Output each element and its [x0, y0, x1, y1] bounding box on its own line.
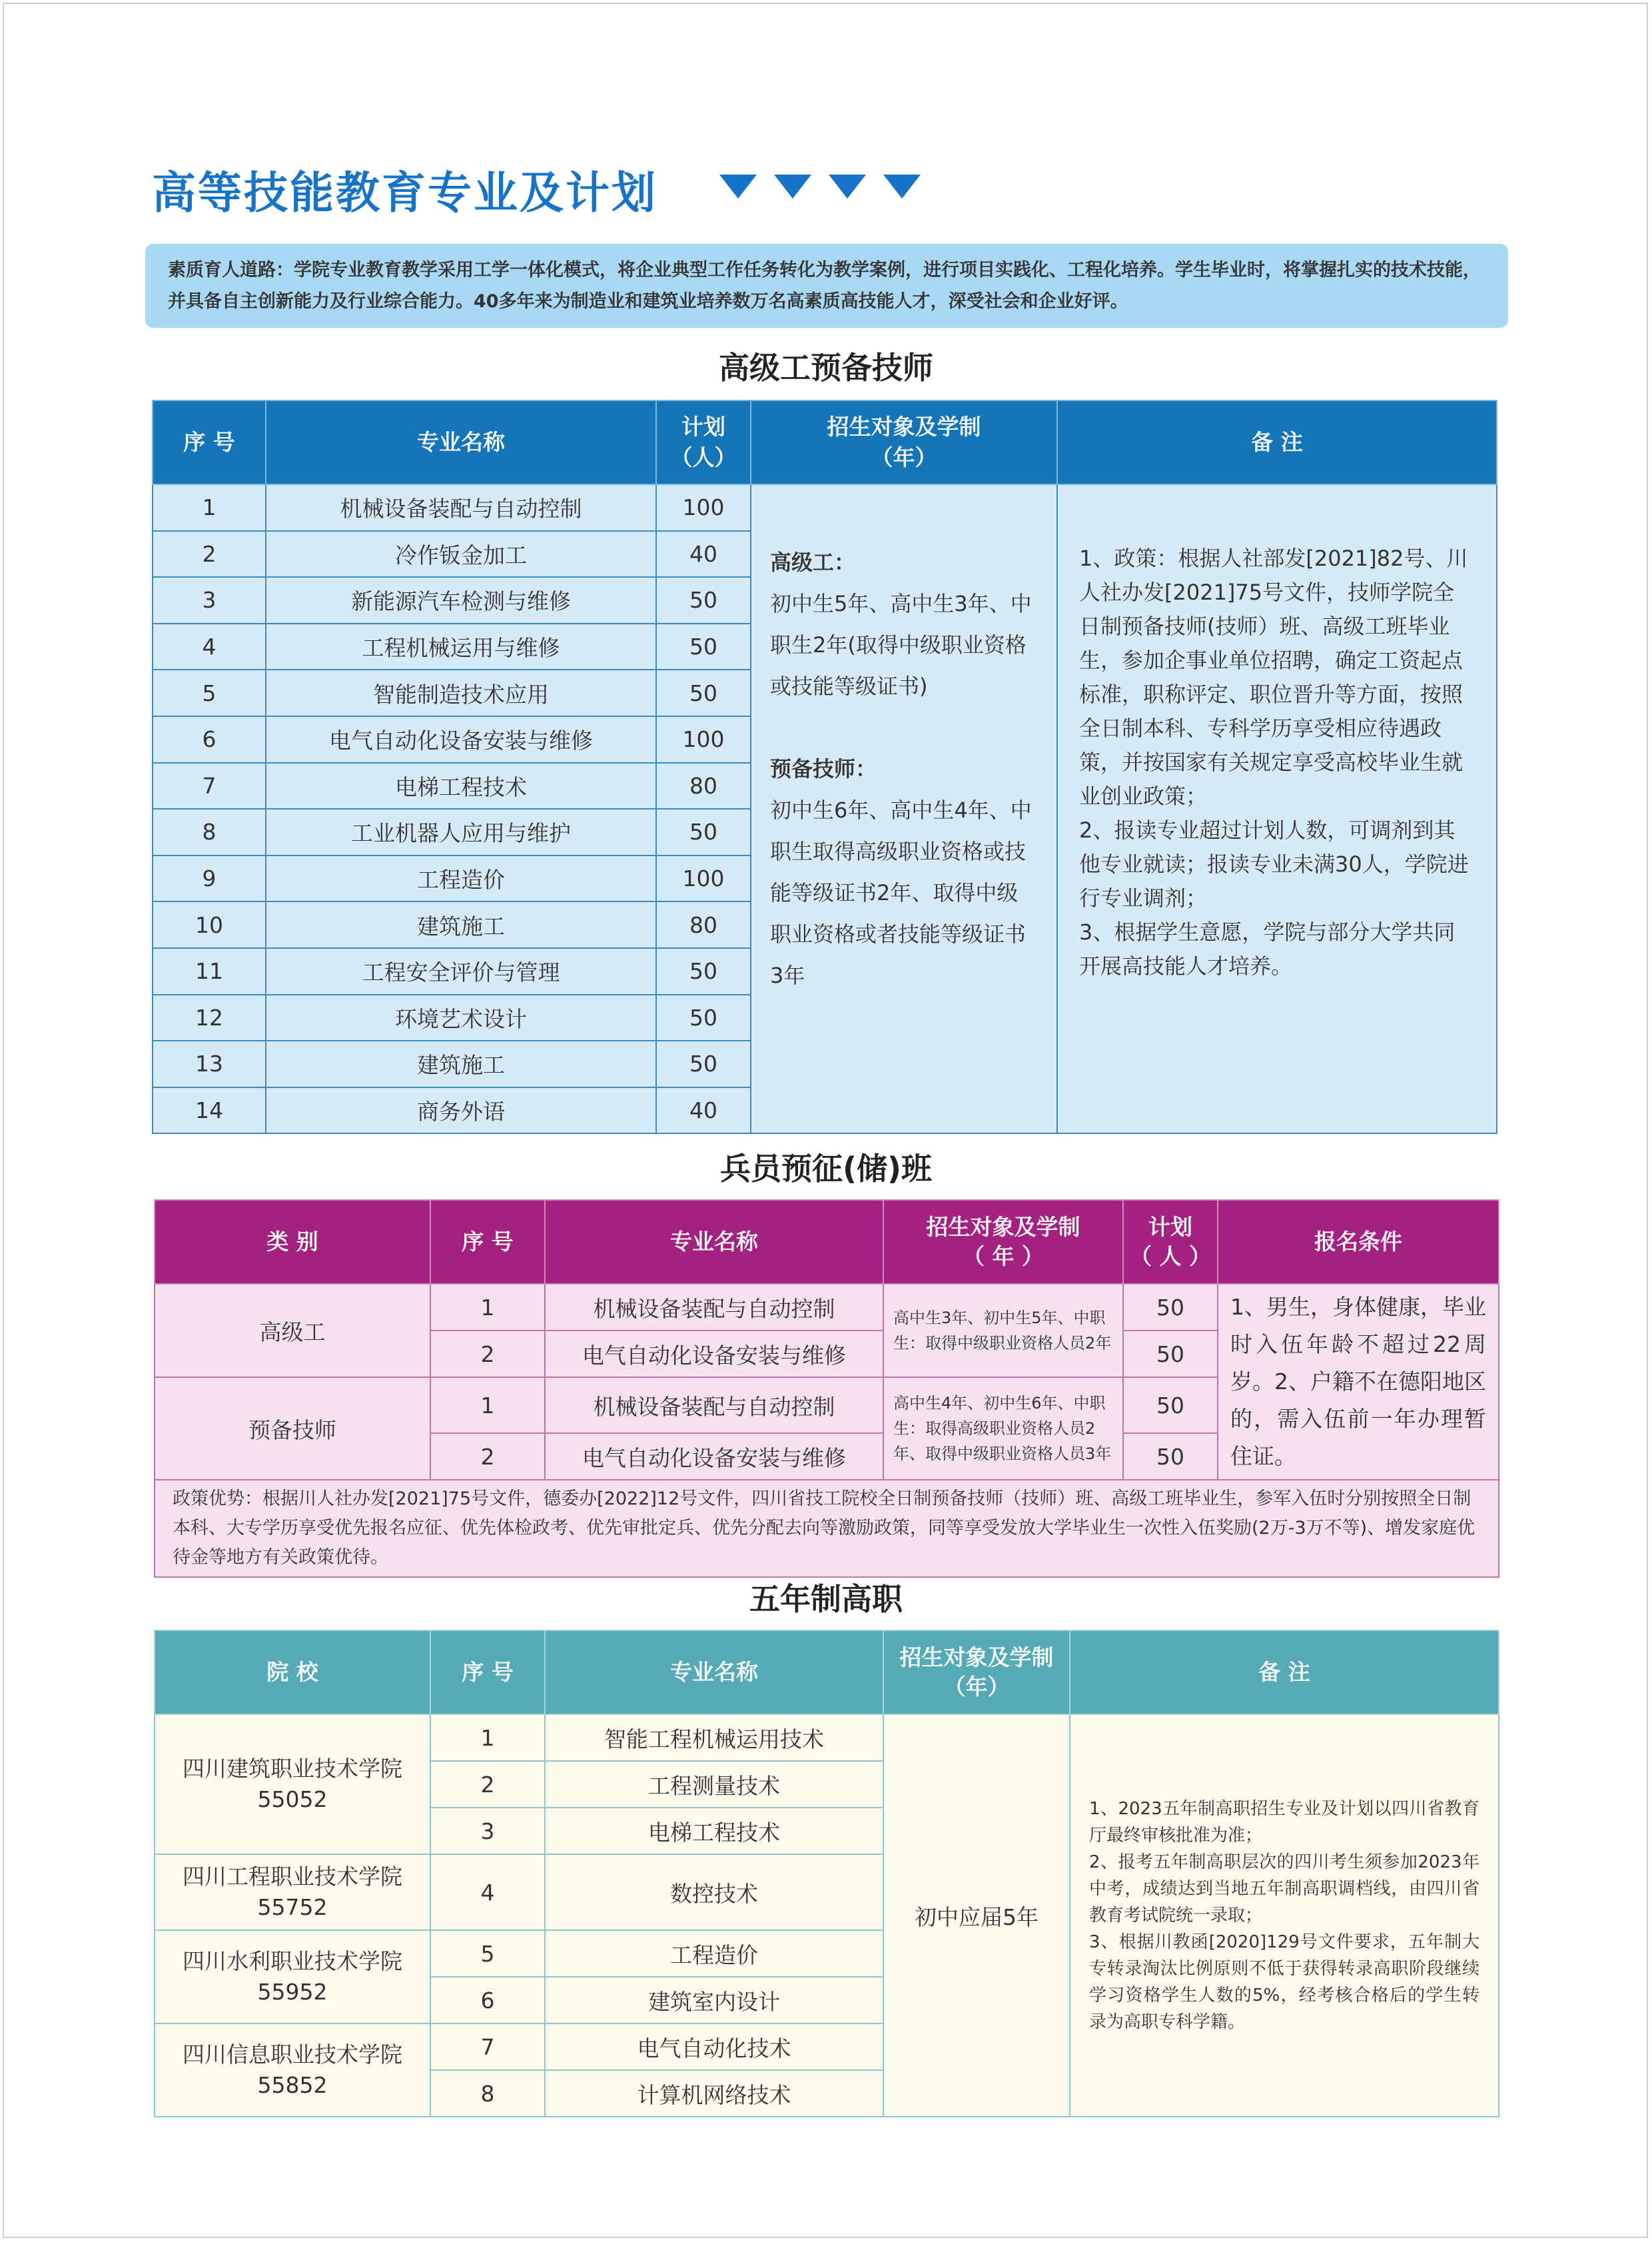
header-target: 招生对象及学制 （ 年 ） [883, 1200, 1123, 1284]
cell-name: 数控技术 [545, 1854, 883, 1930]
cell-no: 7 [430, 2023, 545, 2070]
cell-plan: 80 [656, 901, 751, 948]
triangle-icon [829, 175, 866, 199]
cell-no: 11 [153, 948, 266, 995]
remark-p1: 1、政策：根据人社部发[2021]82号、川人社办发[2021]75号文件，技师学院全日制预备技师(技师）班、高级工班毕业生，参加企事业单位招聘，确定工资起点标准，职称评定、职位晋升等方面，按照全日制本科、专科学历享受相应待遇政策，并按国家有关规定享受高校毕业生就业创业政策； [1079, 545, 1468, 809]
cell-no: 9 [153, 855, 266, 902]
cell-plan: 50 [1123, 1284, 1218, 1331]
cell-plan: 50 [656, 809, 751, 855]
cell-name: 电梯工程技术 [266, 763, 656, 810]
cell-category: 高级工 [155, 1284, 430, 1377]
cell-school: 四川水利职业技术学院 55952 [155, 1930, 430, 2023]
title-decoration [719, 175, 921, 199]
cell-name: 工程测量技术 [545, 1761, 883, 1808]
cell-no: 6 [153, 716, 266, 763]
table-header-row [155, 1200, 1499, 1284]
cell-name: 电气自动化技术 [545, 2023, 883, 2070]
cell-no: 2 [430, 1761, 545, 1808]
remark-p2: 2、报读专业超过计划人数，可调剂到其他专业就读；报读专业未满30人，学院进行专业调剂； [1079, 817, 1469, 911]
cell-name: 智能制造技术应用 [266, 670, 656, 716]
cell-name: 建筑施工 [266, 901, 656, 948]
cell-school: 四川工程职业技术学院 55752 [155, 1854, 430, 1930]
cell-no: 5 [430, 1930, 545, 1977]
cell-no: 4 [430, 1854, 545, 1930]
condition-cell: 1、男生，身体健康，毕业时入伍年龄不超过22周岁。2、户籍不在德阳地区的，需入伍前一年办理暂住证。 [1218, 1284, 1499, 1480]
reserve-table [154, 1199, 1499, 1578]
cell-plan: 100 [656, 484, 751, 531]
remark-p3: 3、根据川教函[2020]129号文件要求，五年制大专转录淘汰比例原则不低于获得转录高职阶段继续学习资格学生人数的5%，经考核合格后的学生转录为高职专科学籍。 [1089, 1932, 1479, 2032]
cell-plan: 100 [656, 855, 751, 902]
page-title: 高等技能教育专业及计划 [152, 167, 657, 219]
cell-plan: 100 [656, 716, 751, 763]
cell-plan: 80 [656, 763, 751, 810]
cell-name: 商务外语 [266, 1087, 656, 1134]
cell-name: 工程造价 [545, 1930, 883, 1977]
table-row [155, 1714, 1499, 1761]
header-plan: 计划 （人） [656, 400, 751, 484]
header-name: 专业名称 [545, 1200, 883, 1284]
cell-category: 预备技师 [155, 1377, 430, 1480]
header-school: 院 校 [155, 1630, 430, 1714]
triangle-icon [883, 175, 921, 199]
cell-name: 智能工程机械运用技术 [545, 1714, 883, 1761]
target-prep-text: 初中生6年、高中生4年、中职生取得高级职业资格或技能等级证书2年、取得中级职业资格或者技能等级证书3年 [770, 798, 1032, 989]
cell-no: 1 [430, 1377, 545, 1433]
target-senior-label: 高级工： [770, 550, 856, 576]
cell-name: 工程安全评价与管理 [266, 948, 656, 995]
cell-plan: 40 [656, 1087, 751, 1134]
cell-no: 6 [430, 1977, 545, 2023]
cell-name: 环境艺术设计 [266, 995, 656, 1041]
cell-no: 3 [430, 1808, 545, 1854]
cell-no: 12 [153, 995, 266, 1041]
cell-name: 电气自动化设备安装与维修 [545, 1433, 883, 1480]
target-prep-label: 预备技师： [770, 756, 877, 782]
intro-box: 素质育人道路：学院专业教育教学采用工学一体化模式，将企业典型工作任务转化为教学案例，进行项目实践化、工程化培养。学生毕业时，将掌握扎实的技术技能，并具备自主创新能力及行业综合能力。40多年来为制造业和建筑业培养数万名高素质高技能人才，深受社会和企业好评。 [145, 244, 1508, 328]
table-row [155, 1284, 1499, 1331]
cell-no: 8 [430, 2070, 545, 2117]
cell-name: 工业机器人应用与维护 [266, 809, 656, 855]
cell-name: 电梯工程技术 [545, 1808, 883, 1854]
cell-no: 2 [430, 1331, 545, 1377]
cell-no: 2 [153, 531, 266, 578]
cell-name: 建筑施工 [266, 1041, 656, 1087]
cell-school: 四川建筑职业技术学院 55052 [155, 1714, 430, 1854]
cell-no: 5 [153, 670, 266, 716]
triangle-icon [719, 175, 757, 199]
cell-target: 高中生3年、初中生5年、中职生：取得中级职业资格人员2年 [883, 1284, 1123, 1377]
cell-name: 机械设备装配与自动控制 [545, 1284, 883, 1331]
target-senior-text: 初中生5年、高中生3年、中职生2年(取得中级职业资格或技能等级证书) [770, 591, 1032, 700]
senior-prep-table [152, 400, 1497, 1134]
cell-name: 工程机械运用与维修 [266, 624, 656, 670]
cell-no: 7 [153, 763, 266, 810]
remark-p1: 1、2023五年制高职招生专业及计划以四川省教育厅最终审核批准为准； [1089, 1799, 1479, 1846]
cell-plan: 50 [656, 995, 751, 1041]
table-row [153, 484, 1497, 531]
header-target: 招生对象及学制 （年） [883, 1630, 1070, 1714]
header-remark: 备 注 [1070, 1630, 1499, 1714]
policy-row [155, 1480, 1499, 1577]
cell-no: 10 [153, 901, 266, 948]
cell-no: 3 [153, 577, 266, 624]
remark-cell [1070, 1714, 1499, 2117]
cell-name: 机械设备装配与自动控制 [266, 484, 656, 531]
policy-cell: 政策优势：根据川人社办发[2021]75号文件，德委办[2022]12号文件，四川省技工院校全日制预备技师（技师）班、高级工班毕业生，参军入伍时分别按照全日制本科、大专学历享受优先报名应征、优先体检政考、优先审批定兵、优先分配去向等激励政策，同等享受发放大学毕业生一次性入伍奖励(2万-3万不等)、增发家庭优待金等地方有关政策优待。 [155, 1480, 1499, 1577]
header-category: 类 别 [155, 1200, 430, 1284]
cell-school: 四川信息职业技术学院 55852 [155, 2023, 430, 2117]
cell-no: 1 [153, 484, 266, 531]
cell-name: 冷作钣金加工 [266, 531, 656, 578]
cell-no: 1 [430, 1714, 545, 1761]
header-plan: 计划 （ 人 ） [1123, 1200, 1218, 1284]
cell-name: 电气自动化设备安装与维修 [266, 716, 656, 763]
cell-plan: 40 [656, 531, 751, 578]
header-name: 专业名称 [266, 400, 656, 484]
cell-no: 14 [153, 1087, 266, 1134]
cell-no: 13 [153, 1041, 266, 1087]
cell-plan: 50 [656, 624, 751, 670]
remark-cell [1057, 484, 1497, 1133]
header-target: 招生对象及学制 （年） [751, 400, 1057, 484]
five-year-table [154, 1630, 1499, 2117]
cell-name: 计算机网络技术 [545, 2070, 883, 2117]
cell-plan: 50 [656, 670, 751, 716]
cell-plan: 50 [1123, 1433, 1218, 1480]
section-title-senior-prep: 高级工预备技师 [719, 350, 933, 386]
cell-plan: 50 [656, 1041, 751, 1087]
header-no: 序 号 [430, 1200, 545, 1284]
table-header-row [153, 400, 1497, 484]
cell-name: 工程造价 [266, 855, 656, 902]
cell-no: 8 [153, 809, 266, 855]
table-header-row [155, 1630, 1499, 1714]
header-remark: 备 注 [1057, 400, 1497, 484]
header-no: 序 号 [153, 400, 266, 484]
cell-plan: 50 [656, 577, 751, 624]
section-title-five-year: 五年制高职 [749, 1581, 903, 1617]
cell-name: 电气自动化设备安装与维修 [545, 1331, 883, 1377]
section-title-reserve: 兵员预征(储)班 [719, 1151, 933, 1187]
cell-target: 高中生4年、初中生6年、中职生：取得高级职业资格人员2年、取得中级职业资格人员3年 [883, 1377, 1123, 1480]
header-name: 专业名称 [545, 1630, 883, 1714]
cell-no: 4 [153, 624, 266, 670]
header-no: 序 号 [430, 1630, 545, 1714]
target-cell [751, 484, 1057, 1133]
remark-p2: 2、报考五年制高职层次的四川考生须参加2023年中考，成绩达到当地五年制高职调档线，由四川省教育考试院统一录取； [1089, 1852, 1479, 1926]
cell-target: 初中应届5年 [883, 1714, 1070, 2117]
triangle-icon [774, 175, 811, 199]
cell-plan: 50 [1123, 1377, 1218, 1433]
cell-no: 1 [430, 1284, 545, 1331]
remark-p3: 3、根据学生意愿，学院与部分大学共同开展高技能人才培养。 [1079, 919, 1455, 979]
header-condition: 报名条件 [1218, 1200, 1499, 1284]
cell-name: 机械设备装配与自动控制 [545, 1377, 883, 1433]
cell-no: 2 [430, 1433, 545, 1480]
cell-name: 建筑室内设计 [545, 1977, 883, 2023]
cell-plan: 50 [1123, 1331, 1218, 1377]
cell-name: 新能源汽车检测与维修 [266, 577, 656, 624]
cell-plan: 50 [656, 948, 751, 995]
